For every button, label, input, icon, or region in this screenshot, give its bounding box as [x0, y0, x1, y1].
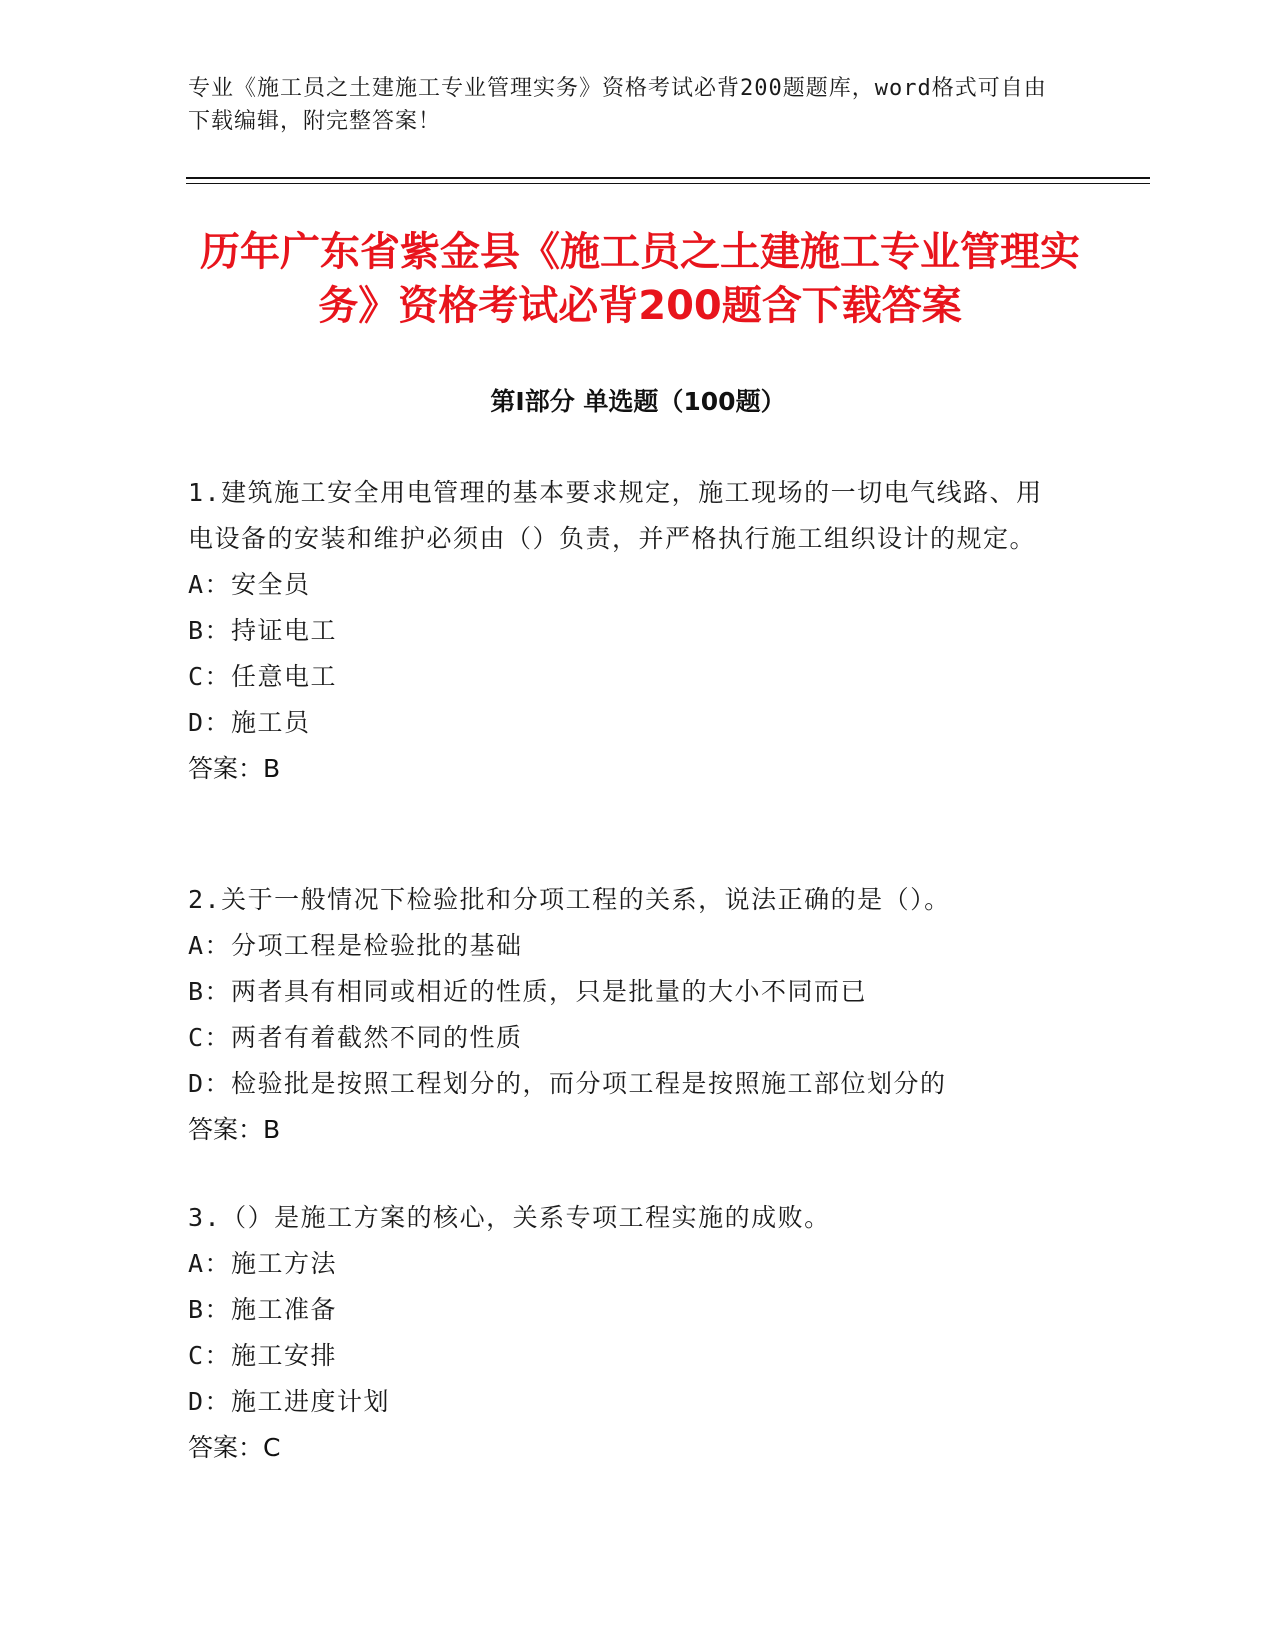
option-a: A：安全员	[188, 570, 311, 599]
header-note: 专业《施工员之土建施工专业管理实务》资格考试必背200题题库，word格式可自由下载编辑，附完整答案！	[188, 76, 1047, 134]
option-a: A：分项工程是检验批的基础	[188, 931, 523, 960]
header-divider-thick	[186, 177, 1150, 179]
option-b: B：持证电工	[188, 616, 338, 645]
answer: 答案：B	[188, 1115, 281, 1144]
option-d: D：检验批是按照工程划分的，而分项工程是按照施工部位划分的	[188, 1069, 947, 1098]
option-c: C：任意电工	[188, 662, 338, 691]
question-stem: 1.建筑施工安全用电管理的基本要求规定，施工现场的一切电气线路、用电设备的安装和维护必须由（）负责，并严格执行施工组织设计的规定。	[188, 478, 1043, 553]
question-1	[188, 470, 1068, 792]
answer: 答案：B	[188, 754, 281, 783]
question-3	[188, 1195, 1068, 1471]
answer: 答案：C	[188, 1433, 281, 1462]
option-c: C：两者有着截然不同的性质	[188, 1023, 523, 1052]
question-stem: 3.（）是施工方案的核心，关系专项工程实施的成败。	[188, 1203, 831, 1232]
option-c: C：施工安排	[188, 1341, 338, 1370]
question-stem: 2.关于一般情况下检验批和分项工程的关系，说法正确的是（）。	[188, 885, 951, 914]
option-b: B：施工准备	[188, 1295, 338, 1324]
section-heading: 第Ⅰ部分 单选题（100题）	[490, 387, 786, 416]
header-divider-thin	[186, 183, 1150, 184]
document-title: 历年广东省紫金县《施工员之土建施工专业管理实务》资格考试必背200题含下载答案	[200, 229, 1080, 329]
question-2	[188, 877, 1068, 1153]
option-d: D：施工进度计划	[188, 1387, 391, 1416]
option-b: B：两者具有相同或相近的性质，只是批量的大小不同而已	[188, 977, 868, 1006]
option-d: D：施工员	[188, 708, 311, 737]
option-a: A：施工方法	[188, 1249, 338, 1278]
